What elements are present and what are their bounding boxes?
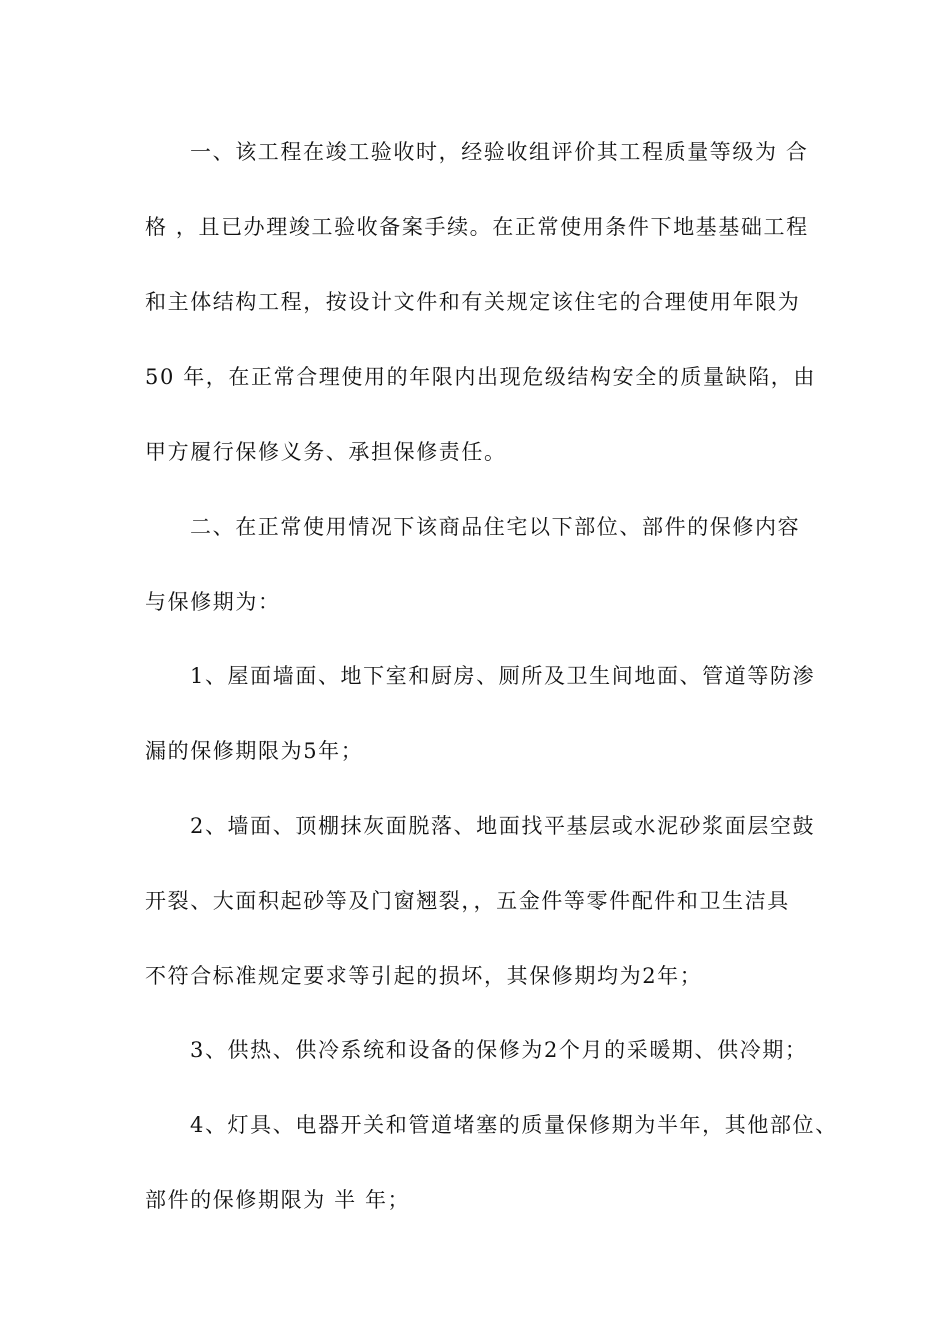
text-line: 4、灯具、电器开关和管道堵塞的质量保修期为半年，其他部位、 xyxy=(190,1113,838,1137)
text-line: 漏的保修期限为5年； xyxy=(145,739,364,763)
text-line: 二、在正常使用情况下该商品住宅以下部位、部件的保修内容 xyxy=(190,515,801,539)
text-line: 3、供热、供冷系统和设备的保修为2个月的采暖期、供冷期； xyxy=(190,1038,808,1062)
text-line: 部件的保修期限为 半 年； xyxy=(145,1188,411,1212)
text-line: 和主体结构工程，按设计文件和有关规定该住宅的合理使用年限为 xyxy=(145,290,801,314)
text-line: 1、屋面墙面、地下室和厨房、厕所及卫生间地面、管道等防渗 xyxy=(190,664,816,688)
text-line: 与保修期为： xyxy=(145,590,281,614)
text-line: 不符合标准规定要求等引起的损坏，其保修期均为2年； xyxy=(145,964,703,988)
text-line: 格 ，且已办理竣工验收备案手续。在正常使用条件下地基基础工程 xyxy=(145,215,809,239)
text-line: 一、该工程在竣工验收时，经验收组评价其工程质量等级为 合 xyxy=(190,140,809,164)
text-line: 甲方履行保修义务、承担保修责任。 xyxy=(145,440,507,464)
text-line: 开裂、大面积起砂等及门窗翘裂，，五金件等零件配件和卫生洁具 xyxy=(145,889,790,913)
text-line: 50 年，在正常合理使用的年限内出现危级结构安全的质量缺陷，由 xyxy=(145,365,816,389)
text-line: 2、墙面、顶棚抹灰面脱落、地面找平基层或水泥砂浆面层空鼓 xyxy=(190,814,816,838)
